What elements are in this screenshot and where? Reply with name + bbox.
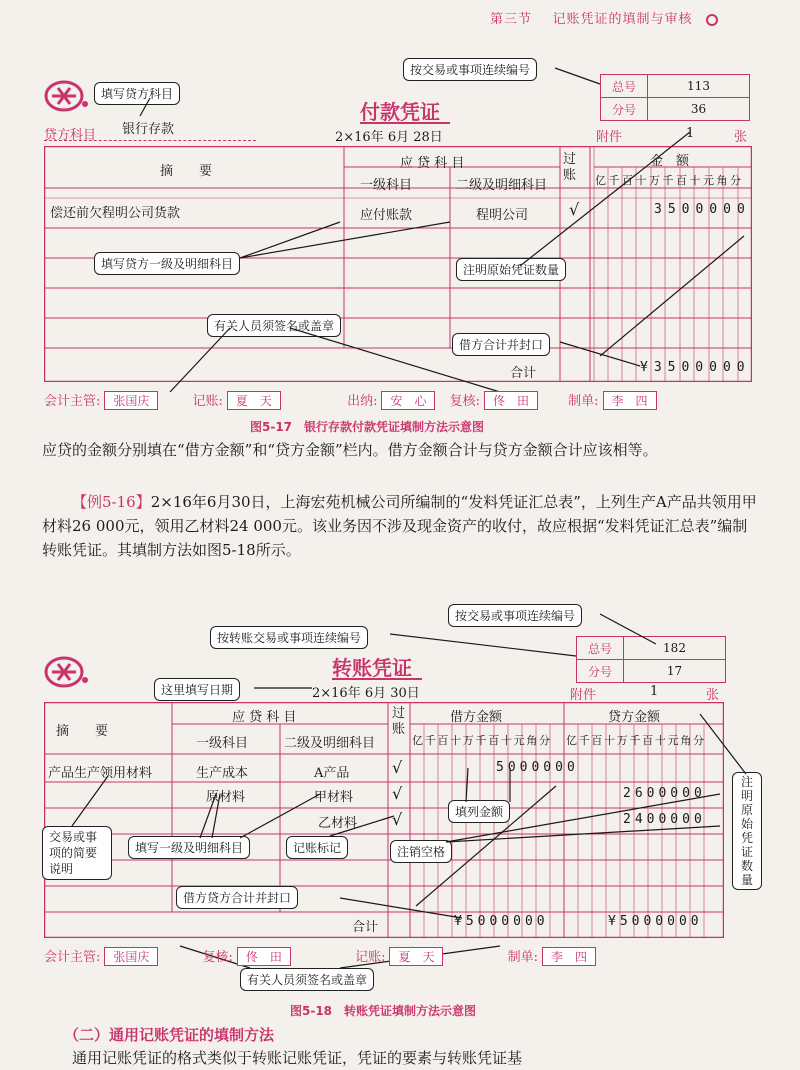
col-summary-2: 摘 要 <box>56 724 109 739</box>
callout-attach-count: 注明原始凭证数量 <box>456 258 566 281</box>
attach-label: 附件 <box>596 130 623 145</box>
total-no-label: 总号 <box>577 637 624 660</box>
row2-credit: 2600000 <box>623 786 706 801</box>
sig-supervisor: 张国庆 <box>104 391 158 410</box>
row-amount: 3500000 <box>654 202 751 217</box>
callout-attach-count-2: 注明原始凭证数量 <box>732 772 762 890</box>
row1-detail: A产品 <box>314 766 350 781</box>
total-no: 182 <box>624 637 726 660</box>
callout-summary-line3: 说明 <box>49 862 74 876</box>
attach-label-2: 附件 <box>570 688 597 703</box>
total-no: 113 <box>648 75 750 98</box>
col-credit: 贷方金额 <box>608 710 661 725</box>
col-summary: 摘 要 <box>160 164 213 179</box>
callout-transfer-seq: 按转账交易或事项连续编号 <box>210 626 368 649</box>
callout-seq: 按交易或事项连续编号 <box>403 58 537 81</box>
col-account: 应 贷 科 目 <box>400 156 465 171</box>
sig-maker-2: 李 四 <box>542 947 596 966</box>
callout-summary-line2: 项的简要 <box>49 846 98 860</box>
attach-unit: 张 <box>734 130 748 145</box>
leader-lines <box>0 0 800 400</box>
credit-account-label: 贷方科目 <box>44 128 97 143</box>
callout-mark: 记账标记 <box>286 836 348 859</box>
voucher-title-2: 转账凭证 <box>332 656 412 680</box>
credit-digit-headers: 亿千百十万千百十元角分 <box>566 734 706 747</box>
callout-sign: 有关人员须签名或盖章 <box>207 314 341 337</box>
sig-bookkeeper-label-2: 记账: <box>355 950 386 965</box>
sig-bookkeeper-2: 夏 天 <box>389 947 443 966</box>
total-label: 合计 <box>510 366 537 381</box>
debit-digit-headers: 亿千百十万千百十元角分 <box>412 734 552 747</box>
sig-cashier: 安 心 <box>381 391 435 410</box>
callout-date: 这里填写日期 <box>154 678 240 701</box>
col-level1-2: 一级科目 <box>196 736 249 751</box>
col-detail: 二级及明细科目 <box>456 178 548 193</box>
sig-review-2: 佟 田 <box>237 947 291 966</box>
row3-detail: 乙材料 <box>318 816 358 831</box>
callout-sign-2: 有关人员须签名或盖章 <box>240 968 374 991</box>
col-level1: 一级科目 <box>360 178 413 193</box>
row-detail: 程明公司 <box>476 208 529 223</box>
sub-no: 36 <box>648 98 750 121</box>
paragraph-2: 通用记账凭证的格式类似于转账记账凭证，凭证的要素与转账凭证基 <box>72 1049 523 1067</box>
sig-bookkeeper-label: 记账: <box>192 394 223 409</box>
row2-level1: 原材料 <box>206 790 246 805</box>
row2-check: √ <box>392 784 403 803</box>
subsection-heading: （二）通用记账凭证的填制方法 <box>64 1026 275 1044</box>
row-summary: 偿还前欠程明公司货款 <box>50 206 181 221</box>
total-label-2: 合计 <box>352 920 379 935</box>
col-debit: 借方金额 <box>450 710 503 725</box>
callout-fill-debit: 填列金额 <box>448 800 510 823</box>
figure-caption-5-17: 图5-17 银行存款付款凭证填制方法示意图 <box>250 420 485 434</box>
sig-maker-label-2: 制单: <box>507 950 538 965</box>
row3-credit: 2400000 <box>623 812 706 827</box>
attach-unit-2: 张 <box>706 688 720 703</box>
paragraph-1: 应贷的金额分别填在“借方金额”和“贷方金额”栏内。借方金额合计与贷方金额合计应该相等。 <box>42 441 658 459</box>
row-level1: 应付账款 <box>360 208 413 223</box>
header-title: 记账凭证的填制与审核 <box>552 12 693 27</box>
sig-maker-label: 制单: <box>568 394 599 409</box>
figure-caption-5-18: 图5-18 转账凭证填制方法示意图 <box>290 1004 477 1018</box>
total-amount: ¥3500000 <box>640 360 751 375</box>
sub-no-label: 分号 <box>601 98 648 121</box>
voucher-date: 2×16年 6月 28日 <box>335 130 443 145</box>
leader-lines-2 <box>0 590 800 990</box>
example-text: 2×16年6月30日，上海宏苑机械公司所编制的“发料凭证汇总表”，上列生产A产品共领用甲材料26 000元，领用乙材料24 000元。该业务因不涉及现金资产的收付，故应根据“发料凭证汇总表”编制转账凭证。其填制方法如图5-18所示。 <box>42 493 757 559</box>
example-label: 【例5-16】 <box>72 493 151 511</box>
callout-credit-account: 填写贷方科目 <box>94 82 180 105</box>
callout-seq-2: 按交易或事项连续编号 <box>448 604 582 627</box>
sig-supervisor-label: 会计主管: <box>44 394 101 409</box>
sub-no-label: 分号 <box>577 660 624 683</box>
col-posted: 过账 <box>563 152 577 183</box>
check-mark: √ <box>569 200 580 219</box>
callout-summary-line1: 交易或事 <box>49 830 98 844</box>
row1-check: √ <box>392 758 403 777</box>
sig-cashier-label: 出纳: <box>347 394 378 409</box>
sig-supervisor-label-2: 会计主管: <box>44 950 101 965</box>
header-section: 第三节 <box>490 12 533 27</box>
col-detail-2: 二级及明细科目 <box>284 736 376 751</box>
callout-cancel-blank: 注销空格 <box>390 840 452 863</box>
callout-fill-accounts: 填写贷方一级及明细科目 <box>94 252 240 275</box>
total-no-label: 总号 <box>601 75 648 98</box>
sig-supervisor-2: 张国庆 <box>104 947 158 966</box>
callout-total-seal-2: 借方贷方合计并封口 <box>176 886 298 909</box>
sig-review-label: 复核: <box>449 394 480 409</box>
total-debit: ¥5000000 <box>454 914 549 929</box>
sig-maker: 李 四 <box>603 391 657 410</box>
signature-row-2 <box>44 946 596 966</box>
total-credit: ¥5000000 <box>608 914 703 929</box>
credit-account-value: 银行存款 <box>122 122 175 137</box>
signature-row <box>44 390 657 410</box>
sig-bookkeeper: 夏 天 <box>227 391 281 410</box>
sig-review: 佟 田 <box>484 391 538 410</box>
col-account-2: 应 贷 科 目 <box>232 710 297 725</box>
attach-count: 1 <box>686 126 695 141</box>
row1-level1: 生产成本 <box>196 766 249 781</box>
voucher-date-2: 2×16年 6月 30日 <box>312 686 420 701</box>
callout-total-seal: 借方合计并封口 <box>452 333 550 356</box>
sub-no: 17 <box>624 660 726 683</box>
example-paragraph <box>42 490 762 562</box>
col-amount: 金 额 <box>650 154 690 169</box>
col-posted-2: 过账 <box>392 706 406 737</box>
voucher-title: 付款凭证 <box>360 100 440 124</box>
row2-detail: 甲材料 <box>314 790 354 805</box>
row1-summary: 产品生产领用材料 <box>48 766 153 781</box>
sig-review-label-2: 复核: <box>202 950 233 965</box>
row3-check: √ <box>392 810 403 829</box>
callout-fill-accounts-2: 填写一级及明细科目 <box>128 836 250 859</box>
digit-headers: 亿千百十万千百十元角分 <box>595 174 744 187</box>
row1-debit: 5000000 <box>496 760 579 775</box>
attach-count-2: 1 <box>650 684 659 699</box>
